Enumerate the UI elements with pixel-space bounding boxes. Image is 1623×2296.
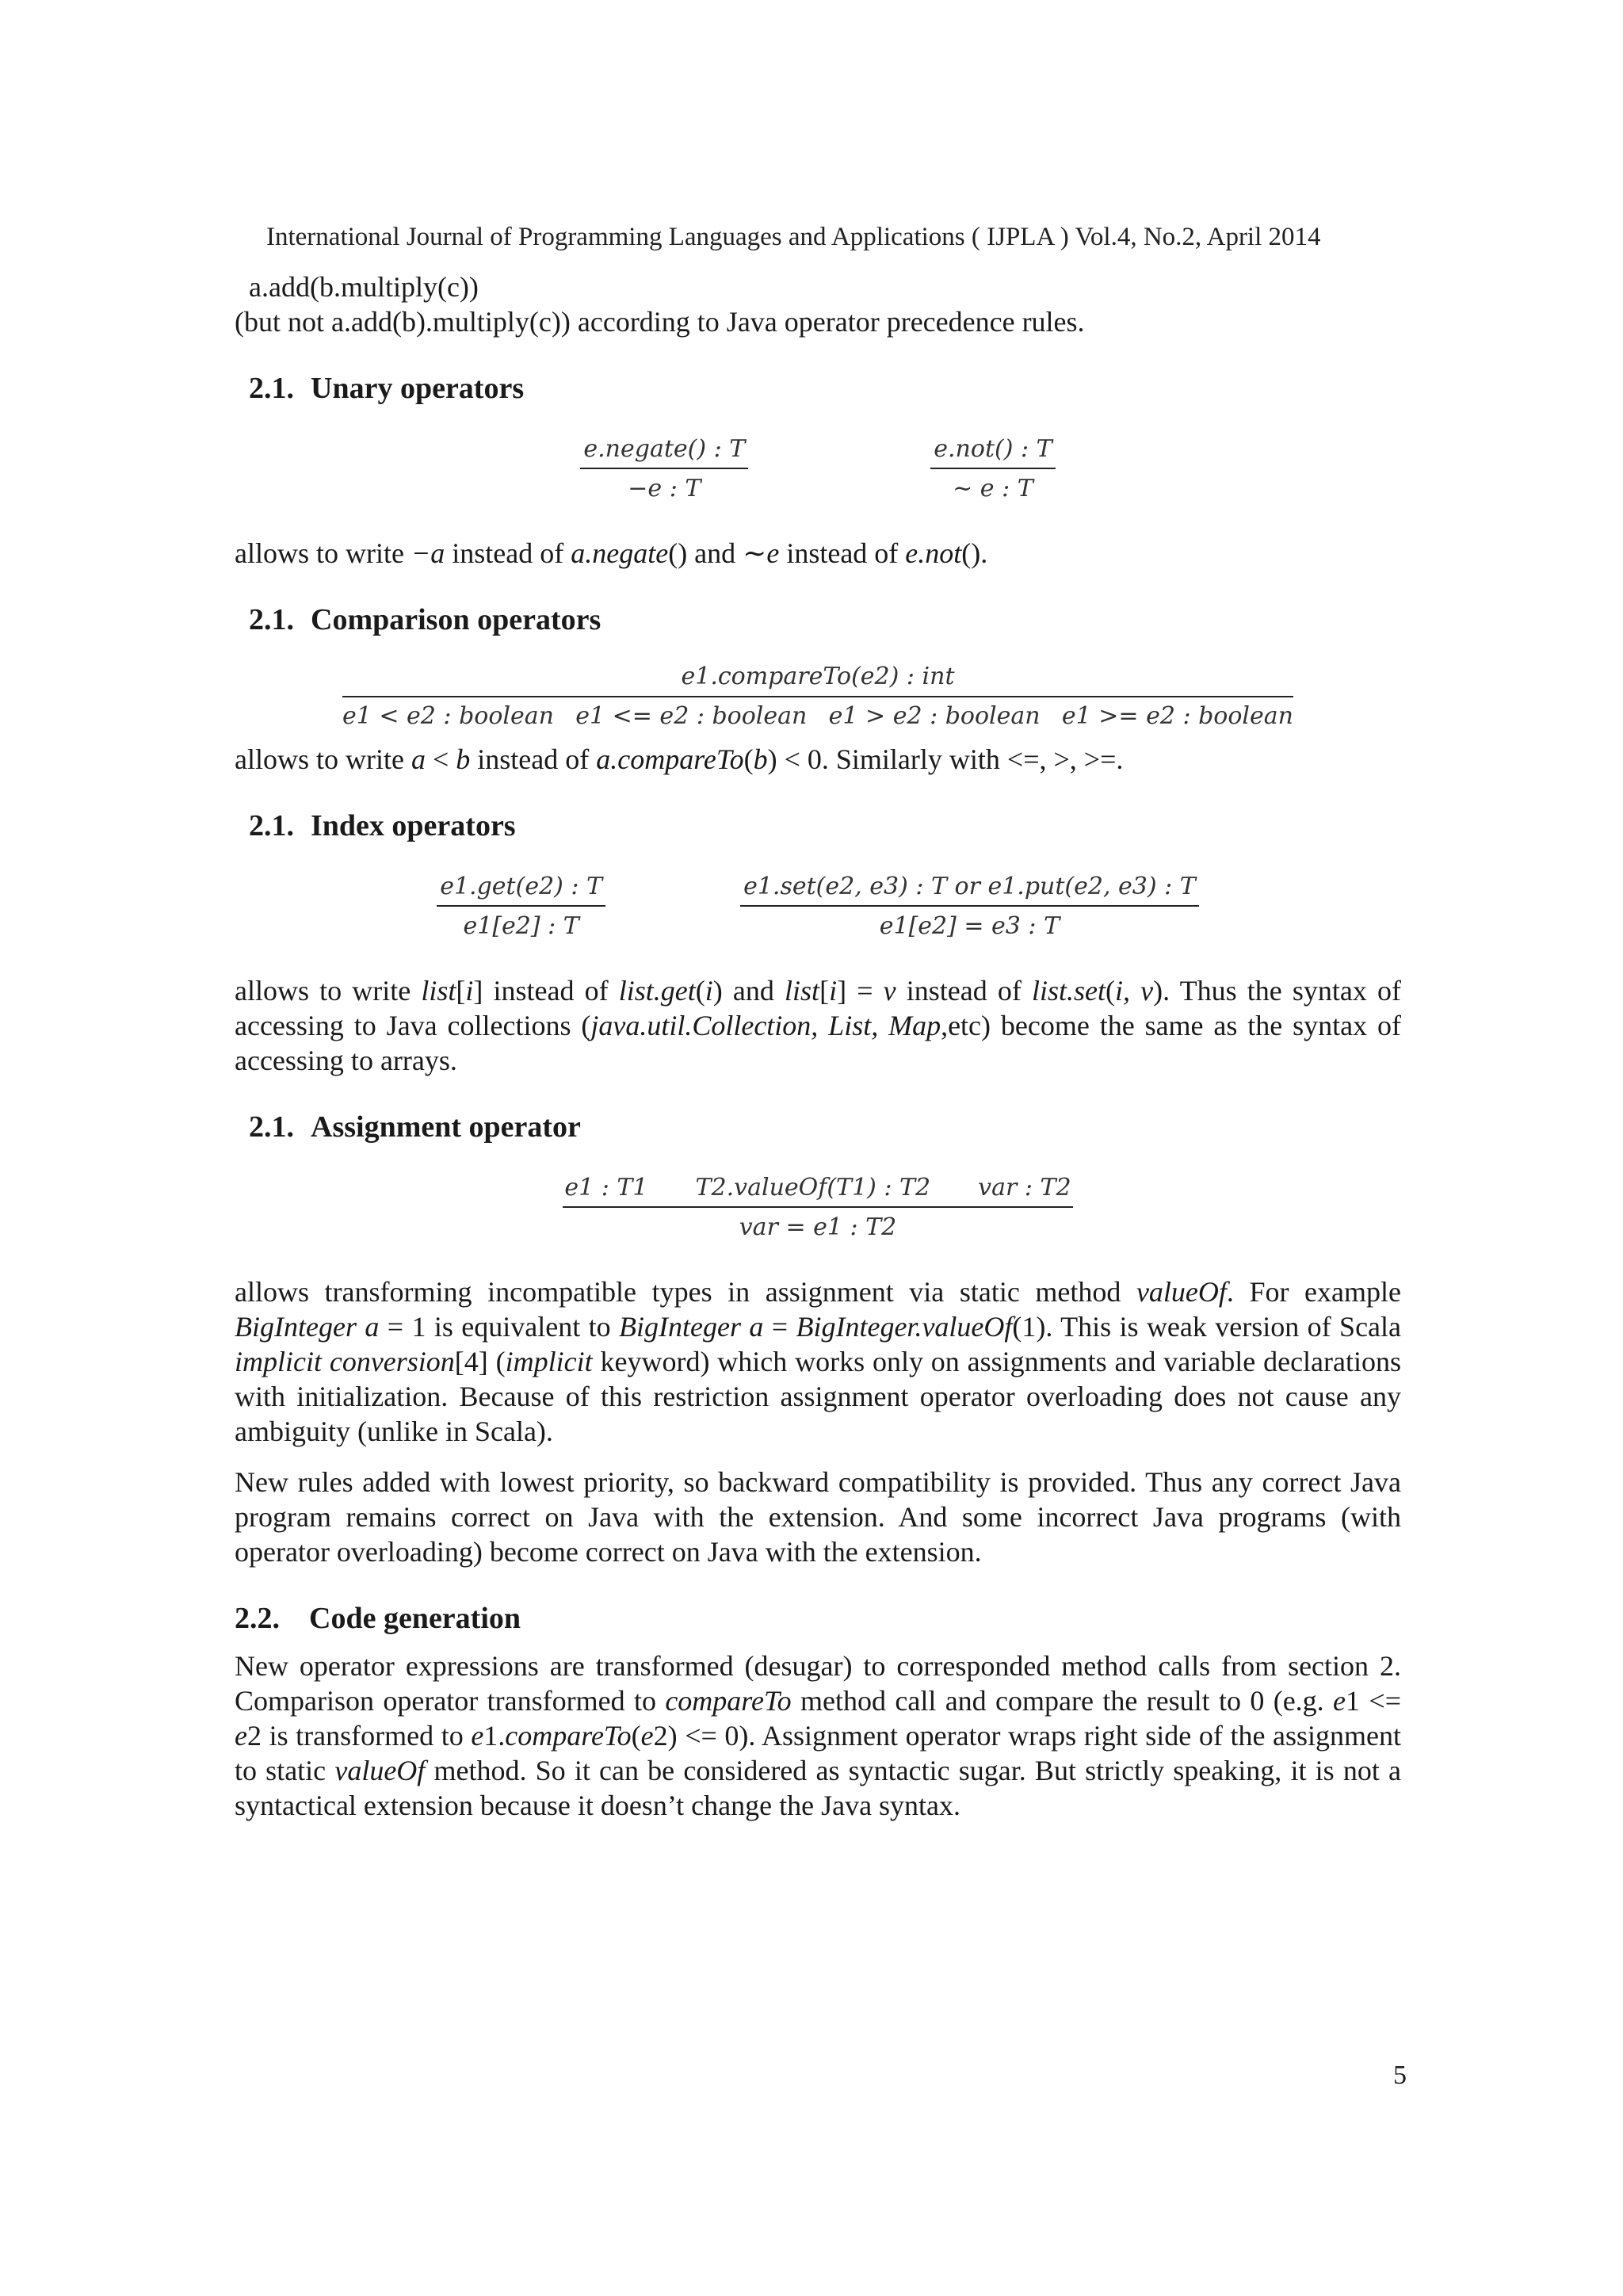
page-body bbox=[235, 269, 1401, 1823]
index-rules bbox=[235, 872, 1401, 942]
rule-conclusion: e1 >= e2 : boolean bbox=[1061, 702, 1293, 730]
codegen-paragraph: New operator expressions are transformed (desugar) to corresponded method calls from section 2. Comparison operator transformed to compareTo method call and compare the result to 0 (e.g. e1 <= e2 is transformed to e1.compareTo(e2) <= 0). Assignment operator wraps right side of the assignment to static valueOf method. So it can be considered as syntactic sugar. But strictly speaking, it is not a syntactical extension because it doesn’t change the Java syntax. bbox=[235, 1650, 1401, 1821]
inference-rule-assign bbox=[563, 1173, 1072, 1243]
section-number: 2.2. bbox=[235, 1602, 280, 1635]
rule-conclusion: e1 > e2 : boolean bbox=[828, 702, 1041, 730]
page-number: 5 bbox=[1393, 2061, 1407, 2090]
section-title: Unary operators bbox=[311, 372, 525, 405]
rule-conclusion: var = e1 : T2 bbox=[739, 1213, 897, 1241]
rule-conclusion: e1 <= e2 : boolean bbox=[575, 702, 808, 730]
rule-premise: var : T2 bbox=[978, 1174, 1071, 1201]
inference-rule-not bbox=[930, 434, 1055, 504]
rule-conclusion: e1[e2] = e3 : T bbox=[879, 912, 1060, 940]
rule-premise: e1.set(e2, e3) : T or e1.put(e2, e3) : T bbox=[743, 873, 1196, 900]
rule-conclusion: e1 < e2 : boolean bbox=[342, 702, 554, 730]
comparison-explanation: allows to write a < b instead of a.compareTo(b) < 0. Similarly with <=, >, >=. bbox=[235, 743, 1124, 775]
index-explanation: allows to write list[i] instead of list.get(i) and list[i] = v instead of list.set(i, v). Thus the syntax of accessing to Java collections (java.util.Collection, List, Map,etc) become the same as the syntax of accessing to arrays. bbox=[235, 975, 1402, 1076]
inference-rule-get bbox=[437, 872, 605, 942]
section-title: Comparison operators bbox=[311, 603, 601, 636]
rule-premise: T2.valueOf(T1) : T2 bbox=[695, 1174, 931, 1201]
intro-sentence: (but not a.add(b).multiply(c)) according to Java operator precedence rules. bbox=[235, 306, 1085, 338]
assignment-rules bbox=[235, 1173, 1401, 1243]
section-number: 2.1. bbox=[249, 809, 294, 842]
rule-premise: e.not() : T bbox=[934, 435, 1052, 463]
section-heading-index bbox=[249, 807, 1401, 845]
section-heading-codegen bbox=[235, 1599, 1401, 1637]
section-number: 2.1. bbox=[249, 372, 294, 405]
section-title: Index operators bbox=[311, 809, 516, 842]
rule-conclusion: e1[e2] : T bbox=[463, 912, 579, 940]
section-number: 2.1. bbox=[249, 1110, 294, 1144]
rule-premises bbox=[563, 1173, 1072, 1206]
inference-rule-negate bbox=[580, 434, 748, 504]
section-heading-comparison bbox=[249, 601, 1401, 639]
inference-rule-compare bbox=[342, 663, 1293, 731]
section-title: Code generation bbox=[309, 1602, 521, 1635]
section-number: 2.1. bbox=[249, 603, 294, 636]
rule-conclusions bbox=[342, 697, 1293, 731]
rule-conclusion: ∼ e : T bbox=[953, 475, 1033, 502]
unary-explanation: allows to write −a instead of a.negate() and ∼e instead of e.not(). bbox=[235, 537, 988, 569]
inference-rule-set bbox=[740, 872, 1199, 942]
rule-premise: e1 : T1 bbox=[564, 1174, 648, 1201]
running-header: International Journal of Programming Languages and Applications ( IJPLA ) Vol.4, No.2, April 2014 bbox=[266, 223, 1321, 251]
assignment-explanation: allows transforming incompatible types in assignment via static method valueOf. For example BigInteger a = 1 is equivalent to BigInteger a = BigInteger.valueOf(1). This is weak version of Scala implicit conversion[4] (implicit keyword) which works only on assignments and variable declarations with initialization. Because of this restriction assignment operator overloading does not cause any ambiguity (unlike in Scala). bbox=[235, 1276, 1402, 1447]
section-title: Assignment operator bbox=[311, 1110, 581, 1144]
rule-conclusion: −e : T bbox=[628, 475, 701, 502]
rule-premise: e1.compareTo(e2) : int bbox=[681, 663, 955, 690]
code-example: a.add(b.multiply(c)) bbox=[249, 271, 479, 303]
compatibility-paragraph: New rules added with lowest priority, so backward compatibility is provided. Thus any correct Java program remains correct on Java with the extension. And some incorrect Java programs (with operator overloading) become correct on Java with the extension. bbox=[235, 1466, 1401, 1568]
section-heading-assignment bbox=[249, 1108, 1401, 1146]
unary-rules bbox=[235, 434, 1401, 504]
rule-premise: e1.get(e2) : T bbox=[440, 873, 603, 900]
section-heading-unary bbox=[249, 369, 1401, 407]
rule-premise: e.negate() : T bbox=[583, 435, 746, 463]
